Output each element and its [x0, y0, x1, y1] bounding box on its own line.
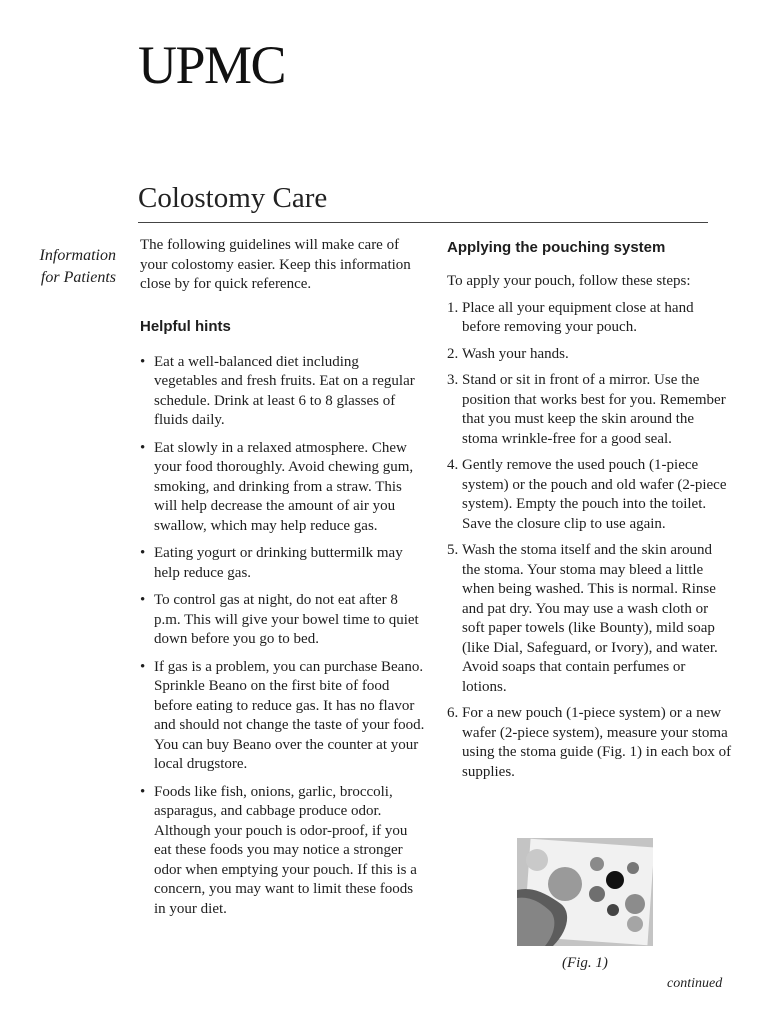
page-title: Colostomy Care	[138, 182, 328, 214]
bullet-icon: •	[140, 658, 146, 675]
sidebar-line-2: for Patients	[40, 269, 116, 286]
hint-item	[140, 591, 425, 650]
hint-text: Eat slowly in a relaxed atmosphere. Chew your food thoroughly. Avoid chewing gum, smoking, and drinking from a straw. This will help decrease the amount of air you swallow, which may help reduce gas.	[154, 439, 414, 534]
step-number: 3.	[447, 372, 459, 388]
bullet-icon: •	[140, 783, 146, 800]
hint-text: Eating yogurt or drinking buttermilk may help reduce gas.	[154, 545, 403, 581]
pouching-steps-list	[447, 299, 732, 783]
left-column	[140, 236, 425, 927]
step-number: 1.	[447, 299, 459, 316]
stoma-guide-photo	[517, 838, 653, 946]
sidebar-line-1: Information	[39, 247, 116, 264]
step-text: Wash the stoma itself and the skin around the stoma. Your stoma may bleed a little when being washed. This is normal. Rinse and pat dry. You may use a wash cloth or soft paper towels (like Bounty), mild soap (like Dial, Safeguard, or Ivory), and water. Avoid soaps that contain perfumes or lotions.	[462, 542, 718, 695]
step-item	[447, 371, 732, 449]
hint-item	[140, 783, 425, 920]
step-item	[447, 541, 732, 697]
right-column	[447, 238, 732, 789]
step-text: For a new pouch (1-piece system) or a new wafer (2-piece system), measure your stoma using the stoma guide (Fig. 1) in each box of supplies.	[462, 705, 732, 780]
step-number: 5.	[447, 542, 459, 558]
hint-text: To control gas at night, do not eat after 8 p.m. This will give your bowel time to quiet down before you go to bed.	[154, 592, 419, 647]
hint-item	[140, 439, 425, 537]
hint-item	[140, 658, 425, 775]
title-divider	[138, 222, 708, 223]
upmc-logo: UPMC	[138, 35, 286, 95]
bullet-icon: •	[140, 592, 146, 608]
helpful-hints-list	[140, 353, 425, 920]
step-item	[447, 704, 732, 782]
step-item	[447, 299, 732, 338]
step-item	[447, 456, 732, 534]
continued-label: continued	[667, 976, 723, 991]
step-item	[447, 345, 732, 365]
helpful-hints-heading: Helpful hints	[140, 317, 231, 335]
step-number: 4.	[447, 457, 459, 473]
hint-text: Foods like fish, onions, garlic, broccoli, asparagus, and cabbage produce odor. Although your pouch is odor-proof, if you eat these foods you may notice a stronger odor when emptying your pouch. If this is a concern, you may want to limit these foods in your diet.	[154, 783, 417, 917]
hint-text: Eat a well-balanced diet including vegetables and fresh fruits. Eat on a regular schedule. Drink at least 6 to 8 glasses of fluids daily.	[154, 353, 415, 428]
step-text: Wash your hands.	[462, 345, 569, 362]
bullet-icon: •	[140, 545, 146, 561]
hint-text: If gas is a problem, you can purchase Beano. Sprinkle Beano on the first bite of food before eating to reduce gas. It has no flavor and should not change the taste of your food. You can buy Beano over the counter at your local drugstore.	[154, 658, 425, 772]
bullet-icon: •	[140, 439, 146, 456]
step-text: Gently remove the used pouch (1-piece system) or the pouch and old wafer (2-piece system). Empty the pouch into the toilet. Save the closure clip to use again.	[462, 457, 727, 532]
bullet-icon: •	[140, 353, 146, 370]
figure-caption: (Fig. 1)	[562, 955, 608, 971]
hint-item	[140, 353, 425, 431]
step-number: 6.	[447, 705, 459, 721]
pouching-intro: To apply your pouch, follow these steps:	[447, 273, 691, 289]
hint-item	[140, 544, 425, 583]
step-text: Place all your equipment close at hand before removing your pouch.	[462, 299, 694, 335]
step-number: 2.	[447, 345, 459, 362]
intro-paragraph: The following guidelines will make care of your colostomy easier. Keep this information close by for quick reference.	[140, 237, 411, 292]
pouching-heading: Applying the pouching system	[447, 239, 666, 256]
stoma-guide-illustration	[517, 838, 653, 946]
sidebar-label	[20, 245, 116, 289]
step-text: Stand or sit in front of a mirror. Use the position that works best for you. Remember that you must keep the skin around the stoma wrinkle-free for a good seal.	[462, 372, 726, 447]
